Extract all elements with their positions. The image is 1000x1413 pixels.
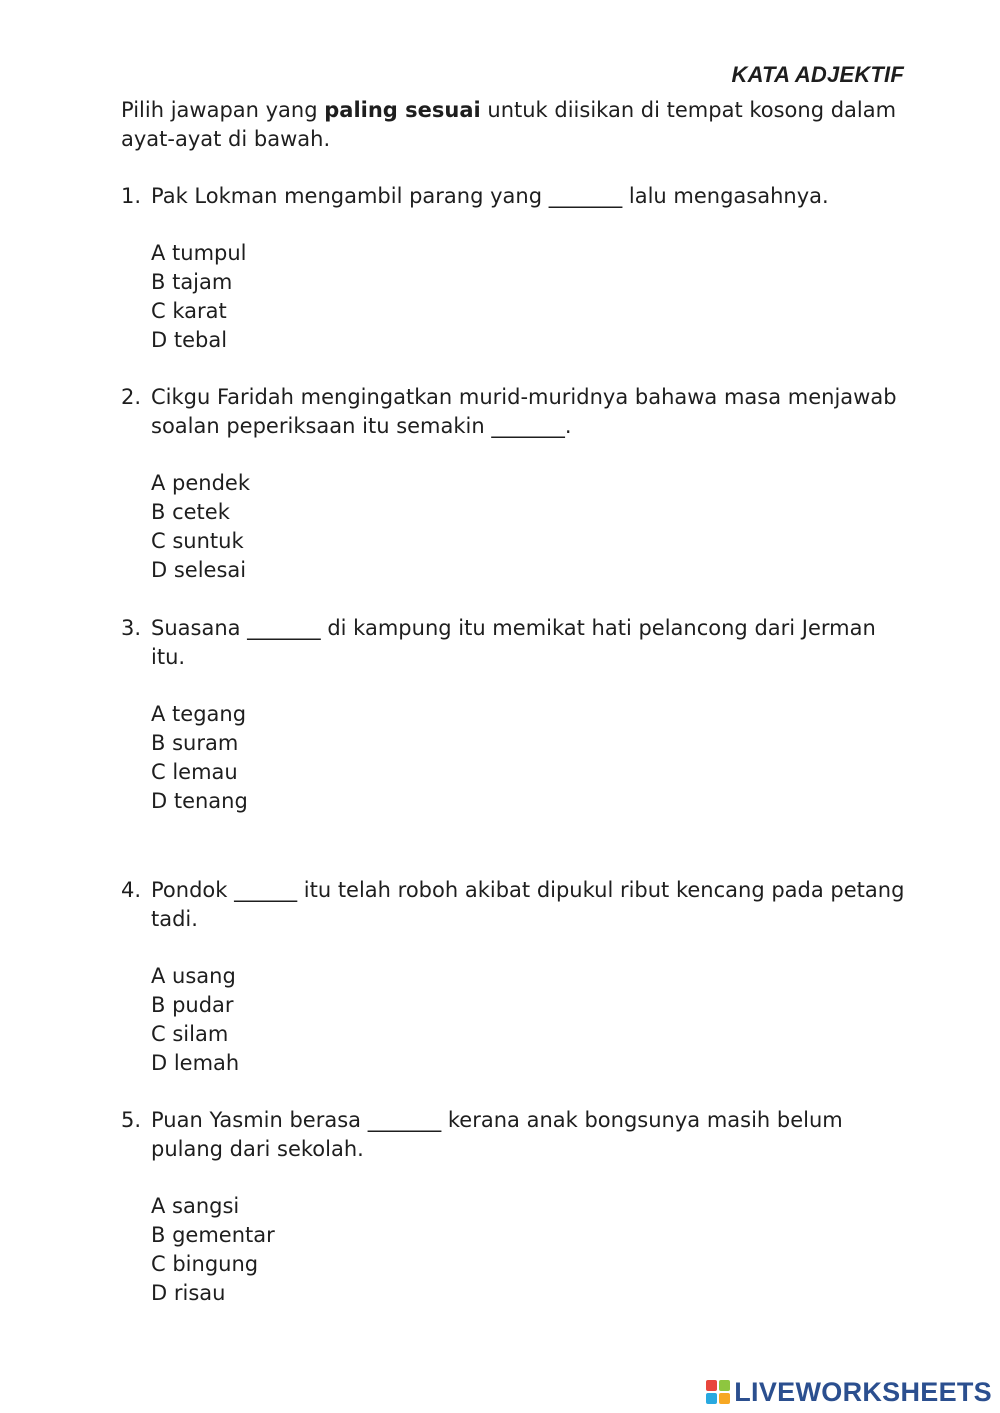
- question-number: 1.: [121, 184, 142, 208]
- option-b[interactable]: B tajam: [151, 270, 233, 294]
- option-a[interactable]: A pendek: [151, 471, 251, 495]
- option-b[interactable]: B cetek: [151, 500, 230, 524]
- instruction-bold: paling sesuai: [324, 98, 481, 122]
- question-number: 4.: [121, 878, 142, 902]
- option-b[interactable]: B gementar: [151, 1223, 275, 1247]
- option-d[interactable]: D lemah: [151, 1051, 240, 1075]
- option-a[interactable]: A tumpul: [151, 241, 247, 265]
- worksheet-title: KATA ADJEKTIF: [731, 62, 904, 87]
- logo-text: LIVEWORKSHEETS: [734, 1376, 992, 1407]
- option-list: [151, 700, 911, 816]
- option-c[interactable]: C lemau: [151, 760, 238, 784]
- question-text: Pak Lokman mengambil parang yang _______ lalu mengasahnya.: [151, 184, 829, 208]
- question-number: 3.: [121, 616, 142, 640]
- question-text: Puan Yasmin berasa _______ kerana anak bongsunya masih belum pulang dari sekolah.: [151, 1108, 843, 1161]
- instruction-text: [121, 96, 901, 154]
- logo-mark-4: [719, 1393, 730, 1404]
- question-number: 5.: [121, 1108, 142, 1132]
- option-c[interactable]: C silam: [151, 1022, 229, 1046]
- option-b[interactable]: B suram: [151, 731, 239, 755]
- question-text: Cikgu Faridah mengingatkan murid-muridnya bahawa masa menjawab soalan peperiksaan itu semakin _______.: [151, 385, 897, 438]
- logo-mark-1: [706, 1380, 717, 1391]
- option-d[interactable]: D tenang: [151, 789, 248, 813]
- question-1: [121, 182, 911, 355]
- option-a[interactable]: A sangsi: [151, 1194, 240, 1218]
- question-3: [121, 614, 911, 816]
- question-4: [121, 876, 911, 1078]
- option-c[interactable]: C suntuk: [151, 529, 244, 553]
- option-a[interactable]: A usang: [151, 964, 236, 988]
- question-number: 2.: [121, 385, 142, 409]
- option-b[interactable]: B pudar: [151, 993, 234, 1017]
- liveworksheets-logo: [706, 1375, 992, 1409]
- instruction-part1: Pilih jawapan yang: [121, 98, 325, 122]
- question-5: [121, 1106, 911, 1308]
- option-c[interactable]: C karat: [151, 299, 227, 323]
- option-list: [151, 1192, 911, 1308]
- option-list: [151, 962, 911, 1078]
- option-d[interactable]: D tebal: [151, 328, 228, 352]
- question-text: Suasana _______ di kampung itu memikat hati pelancong dari Jerman itu.: [151, 616, 876, 669]
- liveworksheets-logo-icon: [706, 1380, 730, 1404]
- option-d[interactable]: D risau: [151, 1281, 226, 1305]
- instruction-part2: untuk diisikan di tempat kosong dalam ayat-ayat di bawah.: [121, 98, 897, 151]
- option-c[interactable]: C bingung: [151, 1252, 259, 1276]
- option-list: [151, 239, 911, 355]
- question-2: [121, 383, 911, 585]
- question-text: Pondok ______ itu telah roboh akibat dipukul ribut kencang pada petang tadi.: [151, 878, 905, 931]
- logo-mark-3: [706, 1393, 717, 1404]
- logo-mark-2: [719, 1380, 730, 1391]
- option-a[interactable]: A tegang: [151, 702, 247, 726]
- option-list: [151, 469, 911, 585]
- option-d[interactable]: D selesai: [151, 558, 247, 582]
